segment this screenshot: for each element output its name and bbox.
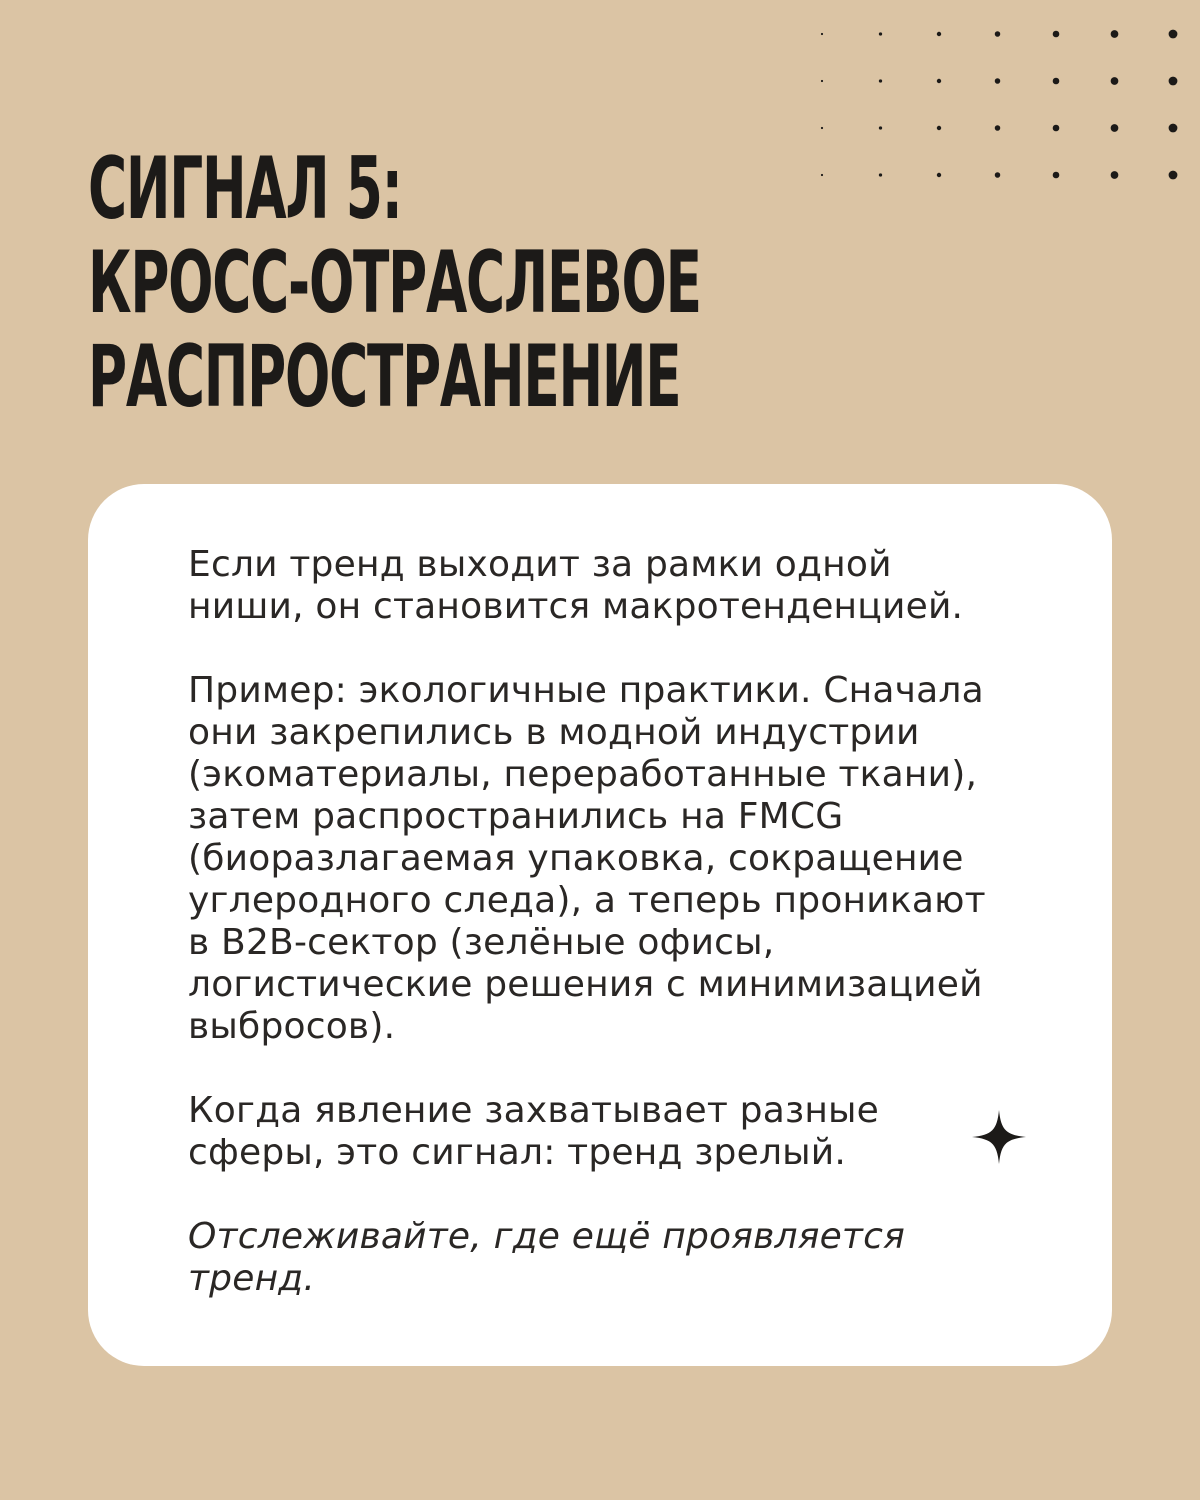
dot: [821, 33, 823, 35]
dot: [879, 79, 882, 82]
dot: [1053, 78, 1060, 85]
card-text: [188, 544, 1018, 1300]
dot: [937, 126, 941, 130]
title-line-1: СИГНАЛ 5:: [88, 139, 402, 239]
page-title: [88, 139, 701, 427]
dot: [821, 127, 823, 129]
dot: [879, 173, 882, 176]
dot: [879, 126, 882, 129]
dot: [821, 80, 823, 82]
closing-note: Отслеживайте, где ещё проявляется тренд.: [188, 1216, 905, 1299]
dot: [995, 78, 1001, 84]
paragraph-intro: Если тренд выходит за рамки одной ниши, он становится макротенденцией.: [188, 544, 964, 627]
content-card: [88, 484, 1112, 1366]
dot: [995, 31, 1001, 37]
dot: [1169, 30, 1178, 39]
paragraph-conclusion: Когда явление захватывает разные сферы, это сигнал: тренд зрелый.: [188, 1090, 880, 1173]
dot: [1169, 124, 1178, 133]
title-line-3: РАСПРОСТРАНЕНИЕ: [88, 327, 681, 427]
dot: [995, 172, 1001, 178]
sparkle-icon: [972, 1110, 1026, 1164]
dot: [1169, 77, 1178, 86]
dot-grid-icon: [800, 14, 1200, 194]
dot: [879, 32, 882, 35]
dot: [1111, 124, 1119, 132]
dot: [937, 79, 941, 83]
dot: [1111, 30, 1119, 38]
dot: [1053, 31, 1060, 38]
dot: [937, 173, 941, 177]
title-line-2: КРОСС-ОТРАСЛЕВОЕ: [88, 233, 701, 333]
dot: [821, 174, 823, 176]
paragraph-example: Пример: экологичные практики. Сначала они закрепились в модной индустрии (экоматериалы, переработанные ткани), затем распространились на FMCG (биоразлагаемая упаковка, сокращение углеродного следа), а теперь проникают в B2B-сектор (зелёные офисы, логистические решения с минимизацией выбросов).: [188, 670, 986, 1047]
dot: [1111, 171, 1119, 179]
dot: [1053, 125, 1060, 132]
dot: [937, 32, 941, 36]
dot: [1169, 171, 1178, 180]
dot: [1111, 77, 1119, 85]
dot: [1053, 172, 1060, 179]
dot: [995, 125, 1001, 131]
